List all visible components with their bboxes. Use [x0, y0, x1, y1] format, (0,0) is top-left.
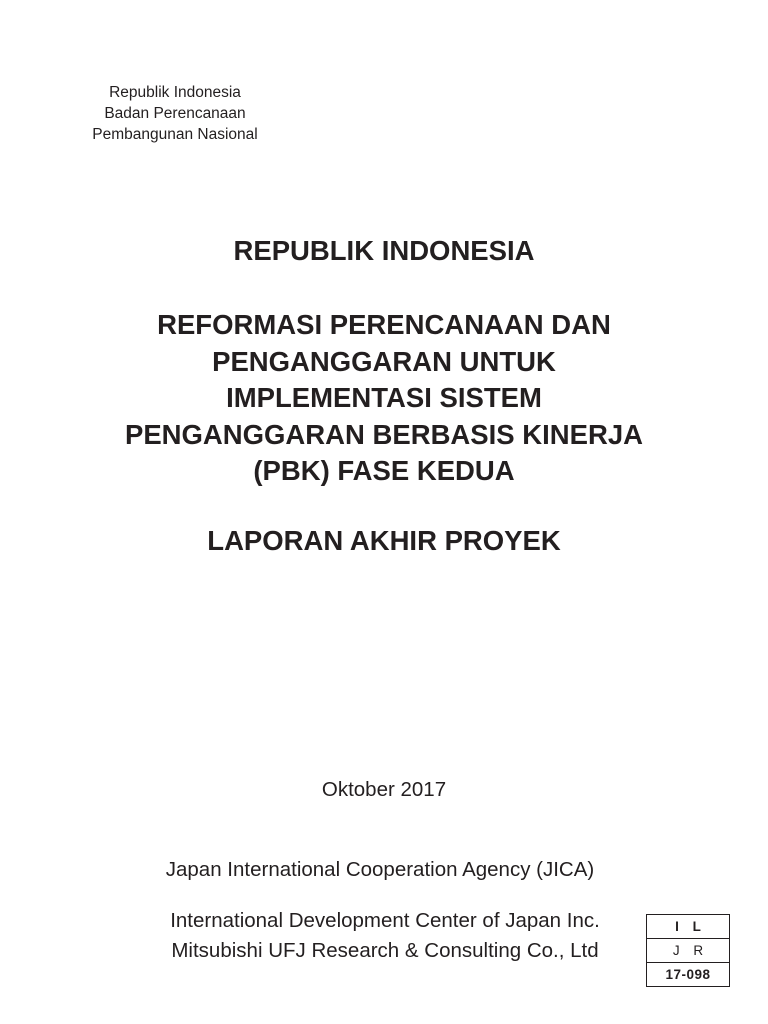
publication-date: Oktober 2017: [321, 778, 447, 801]
country-heading: [0, 233, 768, 270]
project-title-line: IMPLEMENTASI SISTEM: [226, 382, 542, 413]
project-title: [0, 307, 768, 490]
publisher-name: Japan International Cooperation Agency (JICA): [165, 858, 595, 881]
country-heading-text: REPUBLIK INDONESIA: [233, 235, 535, 266]
agency-line-1: Republik Indonesia: [109, 84, 241, 101]
agency-line-3: Pembangunan Nasional: [92, 126, 258, 143]
code-box-row-1: I L: [647, 915, 729, 939]
project-title-line: REFORMASI PERENCANAAN DAN: [157, 309, 611, 340]
project-title-line: PENGANGGARAN BERBASIS KINERJA: [125, 418, 643, 450]
code-box-row-2: J R: [647, 939, 729, 963]
consultant-name: Mitsubishi UFJ Research & Consulting Co., Ltd: [171, 939, 599, 962]
agency-line-2: Badan Perencanaan: [104, 105, 246, 122]
report-type-heading: [0, 523, 768, 560]
project-title-line: (PBK) FASE KEDUA: [253, 455, 515, 486]
report-type-text: LAPORAN AKHIR PROYEK: [207, 525, 561, 556]
issuing-agency: [60, 82, 290, 145]
project-title-line: PENGANGGARAN UNTUK: [212, 345, 556, 377]
consultant-name: International Development Center of Japan Inc.: [170, 909, 600, 932]
report-code-box: [646, 914, 730, 987]
code-box-row-3: 17-098: [665, 967, 711, 982]
consultants-list: [120, 906, 650, 966]
